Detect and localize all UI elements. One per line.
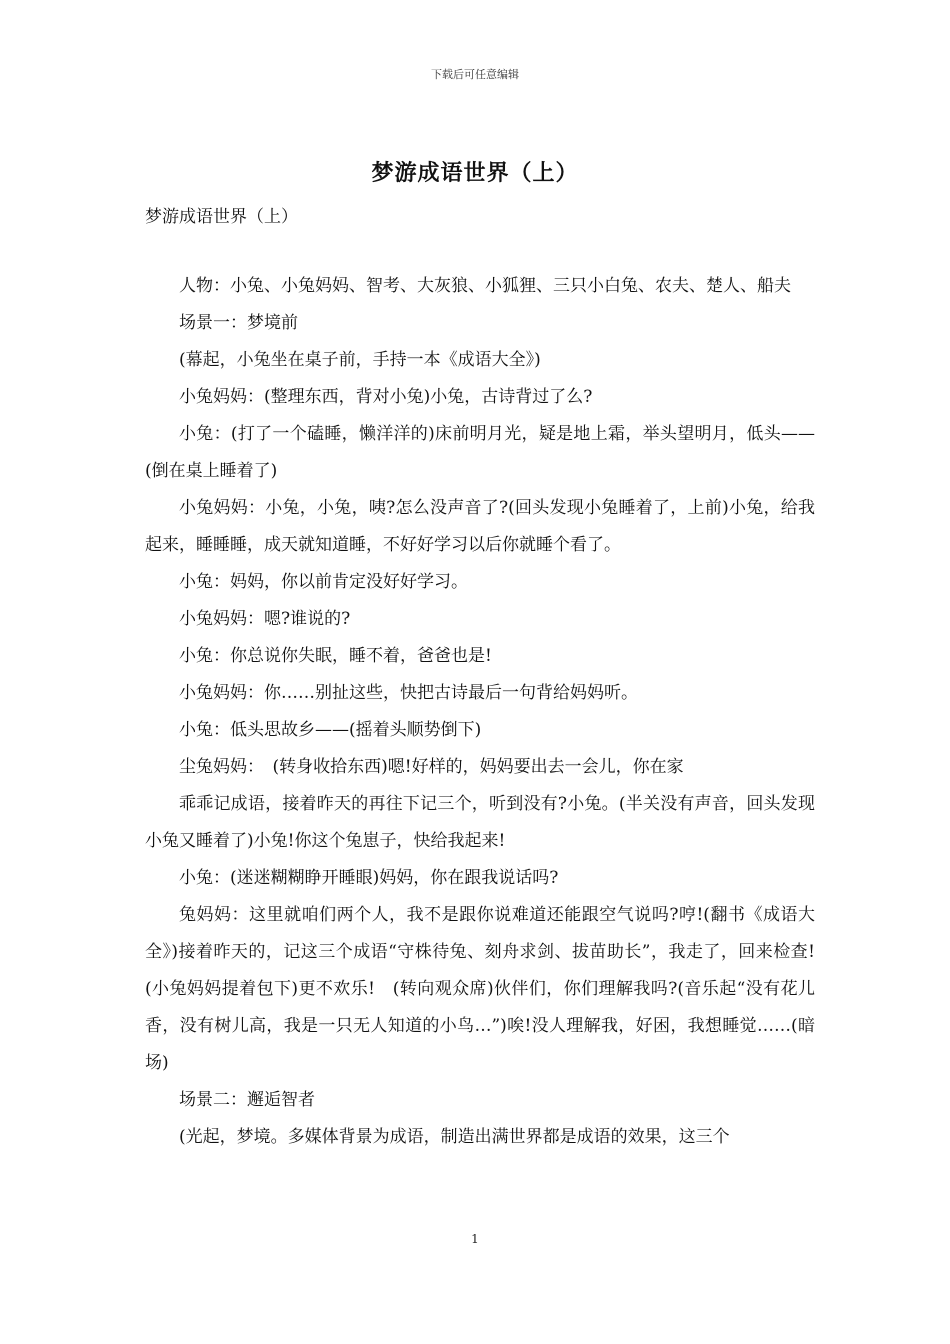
document-body bbox=[145, 268, 815, 1156]
paragraph-dialogue: 小兔：(打了一个磕睡，懒洋洋的)床前明月光，疑是地上霜，举头望明月，低头——(倒在桌上睡着了) bbox=[145, 424, 815, 481]
paragraph-dialogue: 小兔妈妈：小兔，小兔，咦?怎么没声音了?(回头发现小兔睡着了，上前)小兔，给我起来，睡睡睡，成天就知道睡，不好好学习以后你就睡个看了。 bbox=[145, 498, 815, 555]
paragraph-characters: 人物：小兔、小兔妈妈、智考、大灰狼、小狐狸、三只小白兔、农夫、楚人、船夫 bbox=[179, 276, 791, 296]
document-title: 梦游成语世界（上） bbox=[371, 160, 579, 186]
paragraph-dialogue: 兔妈妈：这里就咱们两个人，我不是跟你说难道还能跟空气说吗?哼!(翻书《成语大全》)接着昨天的，记这三个成语“守株待兔、刻舟求剑、拔苗助长”，我走了，回来检查!(小兔妈妈提着包下)更不欢乐! (转向观众席)伙伴们，你们理解我吗?(音乐起“没有花儿香，没有树儿高，我是一只无人知道的小鸟…”)唉!没人理解我，好困，我想睡觉……(暗场) bbox=[145, 905, 815, 1073]
paragraph-dialogue: 小兔：(迷迷糊糊睁开睡眼)妈妈，你在跟我说话吗? bbox=[179, 868, 559, 888]
paragraph-dialogue: 小兔：你总说你失眠，睡不着，爸爸也是! bbox=[179, 646, 492, 666]
paragraph-dialogue: 尘兔妈妈： (转身收拾东西)嗯!好样的，妈妈要出去一会儿，你在家 bbox=[179, 757, 684, 777]
paragraph-dialogue: 小兔妈妈：你……别扯这些，快把古诗最后一句背给妈妈听。 bbox=[179, 683, 638, 703]
header-note: 下载后可任意编辑 bbox=[431, 68, 519, 81]
paragraph-dialogue: 小兔：低头思故乡——(摇着头顺势倒下) bbox=[179, 720, 482, 740]
paragraph-stage-direction: (幕起，小兔坐在桌子前，手持一本《成语大全》) bbox=[179, 350, 541, 370]
paragraph-scene-one: 场景一：梦境前 bbox=[179, 313, 298, 333]
paragraph-dialogue: 小兔：妈妈，你以前肯定没好好学习。 bbox=[179, 572, 468, 592]
paragraph-scene-two: 场景二：邂逅智者 bbox=[179, 1090, 315, 1110]
paragraph-dialogue: 乖乖记成语，接着昨天的再往下记三个，听到没有?小兔。(半关没有声音，回头发现小兔又睡着了)小兔!你这个兔崽子，快给我起来! bbox=[145, 794, 815, 851]
page-number: 1 bbox=[471, 1232, 479, 1246]
paragraph-dialogue: 小兔妈妈：(整理东西，背对小兔)小兔，古诗背过了么? bbox=[179, 387, 593, 407]
paragraph-dialogue: 小兔妈妈：嗯?谁说的? bbox=[179, 609, 351, 629]
document-subtitle: 梦游成语世界（上） bbox=[145, 207, 298, 227]
paragraph-stage-direction: (光起，梦境。多媒体背景为成语，制造出满世界都是成语的效果，这三个 bbox=[179, 1127, 730, 1147]
